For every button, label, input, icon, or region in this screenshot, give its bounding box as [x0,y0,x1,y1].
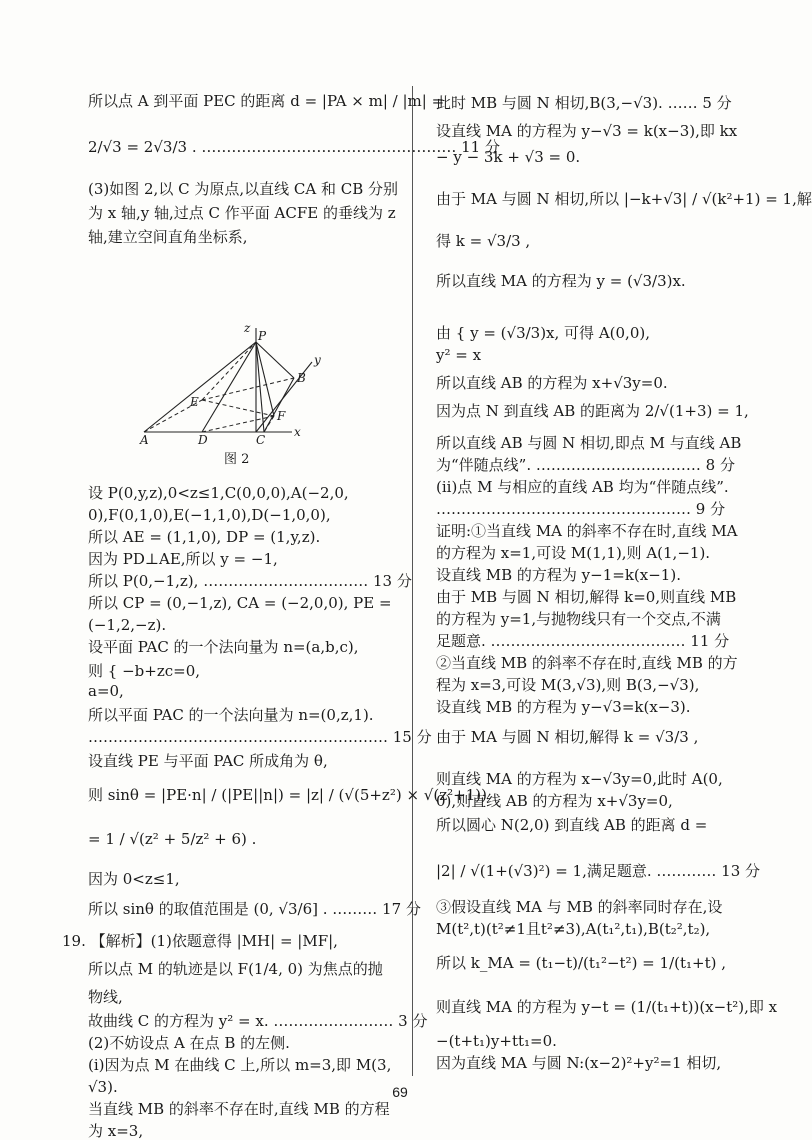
text-line: 为“伴随点线”. …………………………… 8 分 [436,456,735,474]
text-line: 所以 AE = (1,1,0), DP = (1,y,z). [88,528,321,546]
text-line: 轴,建立空间直角坐标系, [88,228,248,246]
column-divider [412,86,413,1076]
text-line: 设直线 MA 的方程为 y−√3 = k(x−3),即 kx [436,122,738,140]
text-line: 因为 PD⊥AE,所以 y = −1, [88,550,278,568]
text-line: 证明:①当直线 MA 的斜率不存在时,直线 MA [436,522,738,540]
text-line: 0),F(0,1,0),E(−1,1,0),D(−1,0,0), [88,506,331,524]
text-line: (2)不妨设点 A 在点 B 的左侧. [88,1034,290,1052]
text-line: 设直线 MB 的方程为 y−√3=k(x−3). [436,698,691,716]
text-line: 故曲线 C 的方程为 y² = x. …………………… 3 分 [88,1012,428,1030]
page-number: 69 [392,1084,408,1100]
text-line: 足题意. ………………………………… 11 分 [436,632,730,650]
text-line: y² = x [436,346,482,364]
label-z: z [244,321,251,335]
label-P: P [258,329,267,343]
text-line: 所以点 A 到平面 PEC 的距离 d = |PA × m| / |m| = [88,92,445,110]
text-line: − y − 3k + √3 = 0. [436,148,581,166]
text-line: …………………………………………………… 15 分 [88,728,432,746]
text-line: ③假设直线 MA 与 MB 的斜率同时存在,设 [436,898,723,916]
text-line: (3)如图 2,以 C 为原点,以直线 CA 和 CB 分别 [88,180,398,198]
edge-PF [256,342,274,416]
label-F: F [277,409,286,423]
text-line: 因为直线 MA 与圆 N:(x−2)²+y²=1 相切, [436,1054,722,1072]
text-line: 所以点 M 的轨迹是以 F(1/4, 0) 为焦点的抛 [88,960,383,978]
label-A: A [140,433,149,447]
label-x: x [294,425,301,439]
text-line: = 1 / √(z² + 5/z² + 6) . [88,830,257,848]
text-line: 物线, [88,988,123,1006]
text-line: 当直线 MB 的斜率不存在时,直线 MB 的方程 [88,1100,390,1118]
edge-PB [256,342,294,378]
text-line: −(t+t₁)y+tt₁=0. [436,1032,557,1050]
text-line: 所以 k_MA = (t₁−t)/(t₁²−t²) = 1/(t₁+t) , [436,954,726,972]
text-line: 由 { y = (√3/3)x, 可得 A(0,0), [436,324,650,342]
text-line: 所以直线 AB 的方程为 x+√3y=0. [436,374,668,392]
text-line: 所以平面 PAC 的一个法向量为 n=(0,z,1). [88,706,374,724]
text-line: ②当直线 MB 的斜率不存在时,直线 MB 的方 [436,654,738,672]
text-line: 所以直线 MA 的方程为 y = (√3/3)x. [436,272,686,290]
text-line: 为 x=3, [88,1122,144,1140]
label-y: y [314,353,321,367]
edge-PD [202,342,256,432]
label-C: C [256,433,266,447]
text-line: 的方程为 y=1,与抛物线只有一个交点,不满 [436,610,721,628]
text-line: 则 { −b+zc=0, [88,662,201,680]
text-line: 得 k = √3/3 , [436,232,531,250]
text-line: a=0, [88,682,124,700]
text-line: 设 P(0,y,z),0<z≤1,C(0,0,0),A(−2,0, [88,484,349,502]
label-B: B [297,371,306,385]
text-line: 此时 MB 与圆 N 相切,B(3,−√3). …… 5 分 [436,94,732,112]
edge-EB [202,378,294,400]
figure-2-diagram [140,320,324,447]
text-line: |2| / √(1+(√3)²) = 1,满足题意. ………… 13 分 [436,862,761,880]
text-line: 所以 CP = (0,−1,z), CA = (−2,0,0), PE = [88,594,392,612]
text-line: 程为 x=3,可设 M(3,√3),则 B(3,−√3), [436,676,700,694]
edge-EP [202,342,256,400]
text-line: 设直线 PE 与平面 PAC 所成角为 θ, [88,752,328,770]
text-line: 由于 MB 与圆 N 相切,解得 k=0,则直线 MB [436,588,737,606]
text-line: 则直线 MA 的方程为 x−√3y=0,此时 A(0, [436,770,723,788]
text-line: …………………………………………… 9 分 [436,500,726,518]
text-line: 所以圆心 N(2,0) 到直线 AB 的距离 d = [436,816,708,834]
text-line: (i)因为点 M 在曲线 C 上,所以 m=3,即 M(3, [88,1056,392,1074]
text-line: 设直线 MB 的方程为 y−1=k(x−1). [436,566,681,584]
text-line: √3). [88,1078,118,1096]
text-line: 设平面 PAC 的一个法向量为 n=(a,b,c), [88,638,359,656]
text-line: 由于 MA 与圆 N 相切,解得 k = √3/3 , [436,728,699,746]
text-line: 因为点 N 到直线 AB 的距离为 2/√(1+3) = 1, [436,402,749,420]
text-line: 因为 0<z≤1, [88,870,180,888]
text-line: M(t²,t)(t²≠1且t²≠3),A(t₁²,t₁),B(t₂²,t₂), [436,920,711,938]
text-line: 所以 sinθ 的取值范围是 (0, √3/6] . ……… 17 分 [88,900,421,918]
text-line: 的方程为 x=1,可设 M(1,1),则 A(1,−1). [436,544,711,562]
text-line: 2/√3 = 2√3/3 . …………………………………………… 11 分 [88,138,500,156]
text-line: 则直线 MA 的方程为 y−t = (1/(t₁+t))(x−t²),即 x [436,998,778,1016]
label-D: D [198,433,208,447]
text-line: (ii)点 M 与相应的直线 AB 均为“伴随点线”. [436,478,729,496]
text-line: 由于 MA 与圆 N 相切,所以 |−k+√3| / √(k²+1) = 1,解 [436,190,812,208]
text-line: (−1,2,−z). [88,616,167,634]
text-line: 所以直线 AB 与圆 N 相切,即点 M 与直线 AB [436,434,742,452]
text-line: 则 sinθ = |PE·n| / (|PE||n|) = |z| / (√(5+z²) × √(z²+1)) [88,786,487,804]
figure-caption: 图 2 [224,452,250,467]
edge-PA [144,342,256,432]
text-line: 0),则直线 AB 的方程为 x+√3y=0, [436,792,673,810]
text-line: 所以 P(0,−1,z), …………………………… 13 分 [88,572,412,590]
question-19-heading: 19. 【解析】(1)依题意得 |MH| = |MF|, [62,932,338,950]
text-line: 为 x 轴,y 轴,过点 C 作平面 ACFE 的垂线为 z [88,204,396,222]
label-E: E [190,395,199,409]
